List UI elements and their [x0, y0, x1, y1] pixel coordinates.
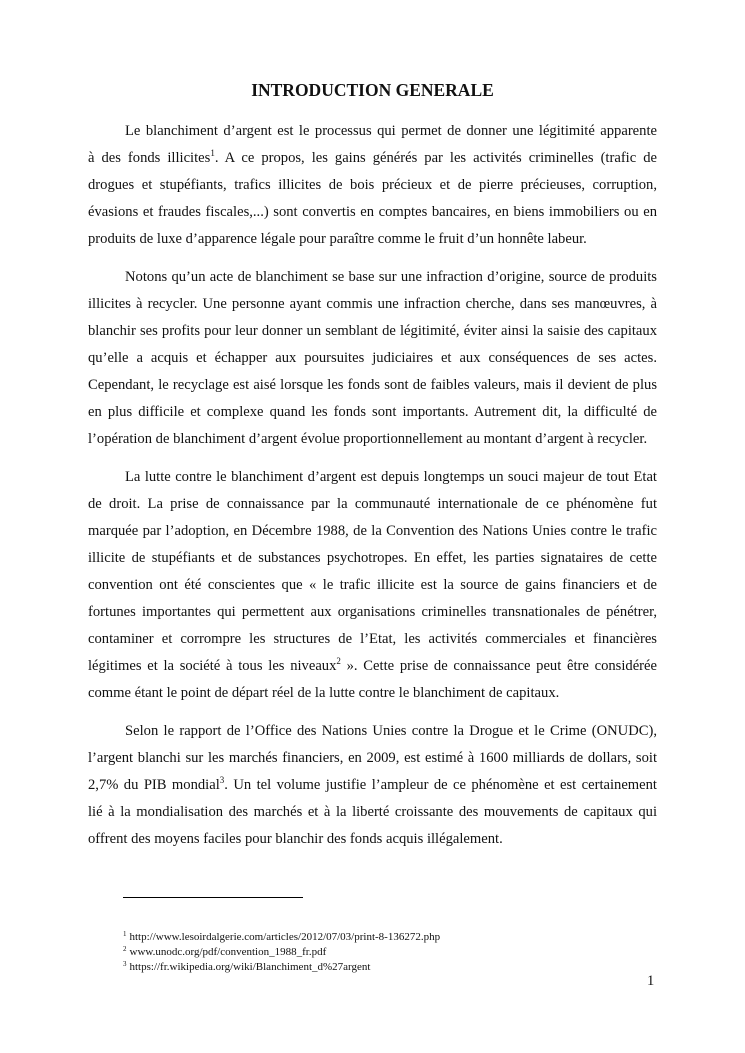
text-line: évasions et fraudes fiscales,...) sont convertis en comptes bancaires, en biens immobiliers ou en — [88, 204, 657, 220]
text-line: lié à la mondialisation des marchés et à la liberté croissante des mouvements de capitaux qui — [88, 804, 657, 820]
text-line: l’argent blanchi sur les marchés financiers, en 2009, est estimé à 1600 milliards de dollars, soit — [88, 750, 657, 766]
paragraph — [88, 718, 657, 853]
text-line: offrent des moyens faciles pour blanchir des fonds acquis illégalement. — [88, 831, 503, 847]
text-line: Cependant, le recyclage est aisé lorsque les fonds sont de faibles valeurs, mais il devient de plus — [88, 377, 657, 393]
text-line: l’opération de blanchiment d’argent évolue proportionnellement au montant d’argent à recycler. — [88, 431, 648, 447]
document-body — [88, 118, 657, 864]
text-line: comme étant le point de départ réel de la lutte contre le blanchiment de capitaux. — [88, 685, 560, 701]
page-title: INTRODUCTION GENERALE — [251, 80, 494, 100]
footnote-text: www.unodc.org/pdf/convention_1988_fr.pdf — [129, 946, 327, 958]
text-line: convention ont été conscientes que « le trafic illicite est la source de gains financiers et de — [88, 577, 657, 593]
footnotes — [123, 930, 440, 975]
footnote-number: 1 — [123, 930, 127, 938]
text-line: illicites à recycler. Une personne ayant commis une infraction cherche, dans ses manœuvres, à — [88, 296, 657, 312]
footnote — [123, 930, 440, 945]
paragraph — [88, 464, 657, 707]
text-line: en plus difficile et complexe quand les fonds sont importants. Autrement dit, la difficulté de — [88, 404, 657, 420]
text-segment: . A ce propos, les gains générés par les activités criminelles (trafic de — [214, 150, 657, 166]
footnote-ref: 3 — [219, 775, 225, 785]
footnote-ref: 2 — [336, 656, 341, 666]
text-segment: ». Cette prise de connaissance peut être considérée — [340, 658, 657, 674]
text-line: contaminer et corrompre les structures de l’Etat, les activités commerciales et financières — [88, 631, 657, 647]
text-line: blanchir ses profits pour leur donner un semblant de légitimité, éviter ainsi la saisie des capitaux — [88, 323, 657, 339]
text-line: de droit. La prise de connaissance par la communauté internationale de ce phénomène fut — [88, 496, 657, 512]
text-line: illicite de stupéfiants et de substances psychotropes. En effet, les parties signataires de cette — [88, 550, 657, 566]
text-line: fortunes importantes qui permettent aux organisations criminelles transnationales de pénétrer, — [88, 604, 657, 620]
text-line: Notons qu’un acte de blanchiment se base sur une infraction d’origine, source de produits — [125, 269, 657, 285]
page-number: 1 — [647, 973, 655, 989]
text-line: La lutte contre le blanchiment d’argent est depuis longtemps un souci majeur de tout Etat — [125, 469, 657, 485]
footnote — [123, 960, 440, 975]
text-line — [88, 145, 657, 172]
footnote-text: http://www.lesoirdalgerie.com/articles/2012/07/03/print-8-136272.php — [129, 931, 441, 943]
footnote-separator — [123, 897, 303, 898]
text-segment: 2,7% du PIB mondial — [88, 777, 220, 793]
footnote-number: 2 — [123, 945, 127, 953]
paragraph — [88, 264, 657, 453]
footnote-number: 3 — [123, 960, 127, 968]
text-line: produits de luxe d’apparence légale pour paraître comme le fruit d’un honnête labeur. — [88, 231, 587, 247]
text-line: qu’elle a acquis et échapper aux poursuites judiciaires et aux conséquences de ses actes. — [88, 350, 657, 366]
paragraph — [88, 118, 657, 253]
text-line: Le blanchiment d’argent est le processus qui permet de donner une légitimité apparente — [125, 123, 657, 139]
footnote-ref: 1 — [210, 148, 215, 158]
text-segment: . Un tel volume justifie l’ampleur de ce phénomène et est certainement — [224, 777, 657, 793]
text-line — [88, 653, 657, 680]
footnote-text: https://fr.wikipedia.org/wiki/Blanchiment_d%27argent — [129, 961, 371, 973]
text-segment: légitimes et la société à tous les niveaux — [88, 658, 337, 674]
text-segment: à des fonds illicites — [88, 150, 211, 166]
text-line: Selon le rapport de l’Office des Nations Unies contre la Drogue et le Crime (ONUDC), — [125, 723, 657, 739]
text-line: drogues et stupéfiants, trafics illicites de bois précieux et de pierre précieuses, corruption, — [88, 177, 657, 193]
text-line: marquée par l’adoption, en Décembre 1988, de la Convention des Nations Unies contre le trafic — [88, 523, 657, 539]
footnote — [123, 945, 440, 960]
text-line — [88, 772, 657, 799]
